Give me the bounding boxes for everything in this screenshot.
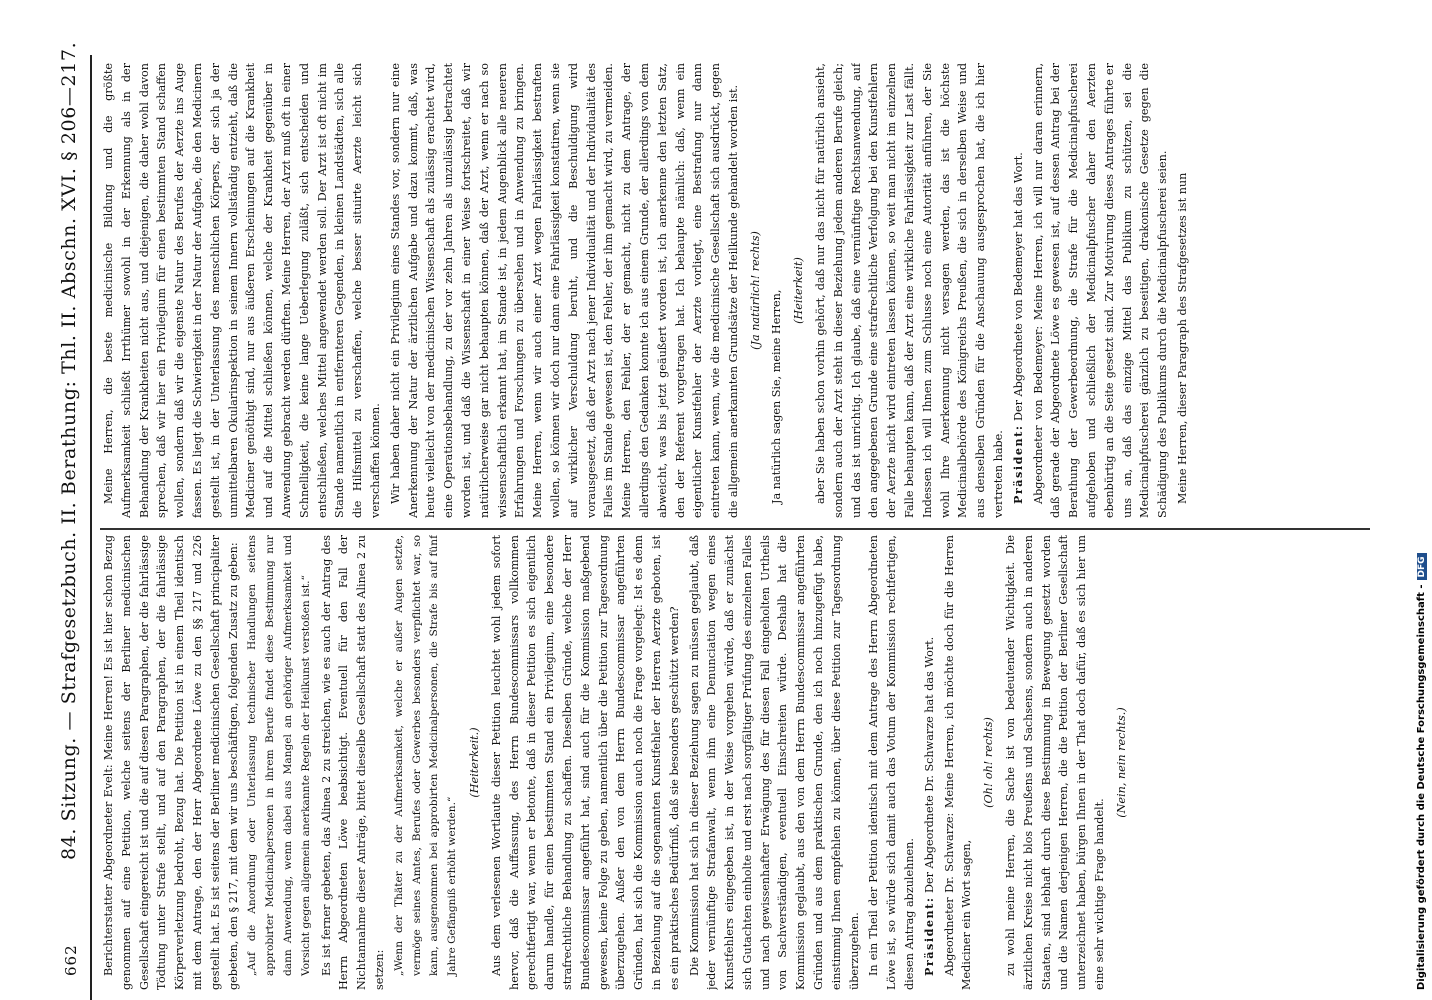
- speaker-paragraph: [921, 535, 939, 990]
- rotated-page: [0, 41, 1400, 1000]
- digitization-credit: [1416, 553, 1427, 990]
- dfg-logo: DFG: [1417, 553, 1427, 580]
- speaker-label: Präsident:: [921, 896, 936, 976]
- column-divider: [100, 528, 1370, 530]
- paragraph: Berichterstatter Abgeordneter Evelt: Meine Herren! Es ist hier schon Bezug genommen auf eine Petition, welche seitens der Berliner medicinischen Gesellschaft eingereicht ist und die auf diesen Paragraphen, der die fahrlässige Tödtung unter Strafe stellt, und auf den Paragraphen, der die fahrlässige Körperverletzung bedroht, Bezug hat. Die Petition ist in einem Theil identisch mit dem Antrage, den der Herr Abgeordnete Löwe zu den §§ 217 und 226 gestellt hat. Es ist seitens der Berliner medicinischen Gesellschaft principaliter gebeten, den § 217, mit dem wir uns beschäftigen, folgenden Zusatz zu geben:: [102, 535, 240, 990]
- interjection: (Heiterkeit.): [467, 727, 481, 798]
- paragraph: Meine Herren, dieser Paragraph des Strafgesetzes ist nun: [1176, 172, 1190, 504]
- paragraph: zu wohl meine Herren, die Sache ist von bedeutender Wichtigkeit. Die ärztlichen Kreise nicht blos Preußens und Sachsens, sondern auch in anderen Staaten, sind lebhaft durch diese Bestimmung in Bewegung gesetzt worden und die Namen derjenigen Herren, die die Petition der Berliner Gesellschaft unterzeichnet haben, bürgen Ihnen in der That doch dafür, daß es sich hier um eine sehr wichtige Frage handelt.: [1004, 535, 1107, 990]
- interjection: (Nein, nein rechts.): [1114, 707, 1128, 818]
- paragraph: Die Kommission hat sich in dieser Beziehung sagen zu müssen geglaubt, daß jeder vernünftige Strafanwalt, wenn ihm eine Denunciation wegen eines Kunstfehlers eingegeben ist, in der Weise vorgehen würde, daß er zunächst sich Gutachten einholte und erst nach sorgfältiger Prüfung des einzelnen Falles und nach gewissenhafter Erwägung des für diesen Fall eingeholten Urtheils von Sachverständigen, eventuell Einschreiten würde. Deshalb hat die Kommission geglaubt, aus den von dem Herrn Bundescommissar angeführten Gründen und aus dem praktischen Grunde, den ich noch hinzugefügt habe, einstimmig Ihnen empfehlen zu können, über diese Petition zur Tagesordnung überzugehen.: [687, 535, 861, 990]
- quoted-text: „Wenn der Thäter zu der Aufmerksamkeit, welche er außer Augen setzte, vermöge seines Amtes, Berufes oder Gewerbes besonders verpflichtet war, so kann, ausgenommen bei approbirten Medicinalpersonen, die Strafe bis auf fünf Jahre Gefängniß erhöht werden.“: [392, 535, 459, 976]
- speaker-paragraph: [1010, 63, 1028, 518]
- right-column: [100, 63, 1400, 518]
- speaker-text: Der Abgeordnete von Bedemeyer hat das Wort.: [1011, 152, 1025, 421]
- page-header: [0, 41, 92, 1000]
- page-number: 662: [62, 944, 80, 976]
- paragraph: In ein Theil der Petition identisch mit dem Antrage des Herrn Abgeordneten Löwe ist, so würde sich damit auch das Votum der Kommission rechtfertigen, diesen Antrag abzulehnen.: [867, 535, 917, 990]
- paragraph: Es ist ferner gebeten, das Alinea 2 zu streichen, wie es auch der Antrag des Herrn Abgeordneten Löwe beabsichtigt. Eventuell für den Fall der Nichtannahme dieser Anträge, bittet dieselbe Gesellschaft statt des Alinea 2 zu setzen:: [319, 535, 386, 990]
- interjection: (Heiterkeit): [792, 257, 806, 324]
- paragraph: Abgeordneter Dr. Schwarze: Meine Herren, ich möchte doch für die Herren Mediciner ein Wort sagen,: [942, 535, 974, 990]
- paragraph: Aus dem verlesenen Wortlaute dieser Petition leuchtet wohl jedem sofort hervor, daß die Auffassung, des Herrn Bundescommissars vollkommen gerechtfertigt war, wenn er betonte, daß in dieser Petition es sich eigentlich darum handle, für einen bestimmten Stand ein Privilegium, eine besondere strafrechtliche Behandlung zu schaffen. Dieselben Gründe, welche der Herr Bundescommissar angeführt hat, sind auch für die Kommission maßgebend gewesen, keine Folge zu geben, namentlich über die Petition zur Tagesordnung überzugehen. Außer den von dem Herrn Bundescommissar angeführten Gründen, hat sich die Kommission auch noch die Frage vorgelegt: Ist es denn in Beziehung auf die sogenannten Kunstfehler der Herren Aerzte geboten, ist es ein praktisches Bedürfniß, daß sie besonders geschützt werden?: [489, 535, 681, 990]
- interjection: (Oh! oh! rechts): [982, 717, 996, 808]
- left-column: [100, 535, 1400, 990]
- running-head: 84. Sitzung. — Strafgesetzbuch. II. Berathung: Thl. II. Abschn. XVI. § 206—217.: [58, 41, 80, 860]
- credit-text: Digitalisierung gefördert durch die Deutsche Forschungsgemeinschaft -: [1416, 584, 1427, 990]
- speaker-label: Präsident:: [1010, 424, 1025, 504]
- paragraph: Ja natürlich sagen Sie, meine Herren,: [770, 289, 784, 504]
- paragraph: Meine Herren, die beste medicinische Bildung und die größte Aufmerksamkeit schließt Irrthümer sowohl in der Erkennung als in der Behandlung der Krankheiten nicht aus, und diejenigen, die daher wohl davon sprechen, daß wir hier ein Privilegium für einen bestimmten Stand schaffen wollen, sondern daß wir die eigenste Natur des Berufes der Aerzte ins Auge fassen. Es liegt die Schwierigkeit in der Natur der Aufgabe, die den Medicinern gestellt ist, in der Unterlassung des menschlichen Körpers, der sich ja der unmittelbaren Okularinspektion in seinem Innern vollständig entzieht, daß die Mediciner genöthigt sind, nur aus äußeren Erscheinungen auf die Krankheit und auf die Mittel schließen können, welche der Krankheit gegenüber in Anwendung gebracht werden dürften. Meine Herren, der Arzt muß oft in einer Schnelligkeit, die keine lange Ueberlegung zuläßt, sich entscheiden und entschließen, welches Mittel angewendet werden soll. Der Arzt ist oft nicht im Stande namentlich in entfernteren Gegenden, in kleinen Landstädten, sich alle die Hilfsmittel zu verschaffen, welche besser situirte Aerzte leicht sich verschaffen können.: [102, 63, 382, 518]
- quoted-text: „Auf die Anordnung oder Unterlassung technischer Handlungen seitens approbirter Medicinalpersonen in ihrem Berufe findet diese Bestimmung nur dann Anwendung, wenn dabei aus Mangel an gehöriger Aufmerksamkeit und Vorsicht gegen allgemein anerkannte Regeln der Heilkunst verstoßen ist.“: [246, 535, 312, 976]
- speaker-text: Der Abgeordnete Dr. Schwarze hat das Wort.: [922, 636, 936, 893]
- interjection: (Ja natürlich! rechts): [748, 231, 762, 350]
- paragraph: Abgeordneter von Bedemeyer: Meine Herren, ich will nur daran erinnern, daß gerade der Abgeordnete Löwe es gewesen ist, auf dessen Antrag bei der Berathung der Gewerbeordnung, die Strafe für die Medicinalpfuscherei aufgehoben und schließlich der Medicinalpfuscher daher den Aerzten ebenbürtig an die Seite gesetzt sind. Zur Motivirung dieses Antrages führte er uns an, daß das einzige Mittel das Publikum zu schützen, sei die Medicinalpfuscherei gänzlich zu beseitigen, drakonische Gesetze gegen die Schädigung des Publikums durch die Medicinalpfuscherei seien.: [1031, 63, 1170, 518]
- paragraph: Wir haben daher nicht ein Privilegium eines Standes vor, sondern nur eine Anerkennung der Natur der ärztlichen Aufgabe und dazu kommt, daß, was heute vielleicht von der medicinischen Wissenschaft als zulässig erachtet wird, eine Operationsbehandlung, zu der vor zehn Jahren als unzulässig betrachtet worden ist, und daß die Wissenschaft in einer Weise fortschreitet, daß wir natürlicherweise gar nicht behaupten können, daß der Arzt, wenn er nach so wissenschaftlich erkannt hat, im Stande ist, in jedem Augenblick alle neueren Erfahrungen und Forschungen zu übersehen und in Anwendung zu bringen. Meine Herren, wenn wir auch einer Arzt wegen Fahrlässigkeit bestraften wollen, so können wir doch nur dann eine Fahrlässigkeit konstatiren, wenn sie auf wirklicher Verschuldung beruht, und die Beschuldigung wird vorausgesetzt, daß der Arzt nach jener Individualität und der Individualität des Falles im Stande gewesen ist, den Fehler, der ihm gemacht wird, zu vermeiden. Meine Herren, den Fehler, der er gemacht, nicht zu dem Antrage, der allerdings den Gedanken konnte ich aus einem Grunde, der allerdings von dem abweicht, was bis jetzt geäußert worden ist, ich anerkenne den letzten Satz, den der Referent vorgetragen hat. Ich behaupte nämlich: daß, wenn ein eigentlicher Kunstfehler der Aerzte vorliegt, eine Bestrafung nur dann eintreten kann, wenn, wie die medicinische Gesellschaft sich ausdrückt, gegen die allgemein anerkannten Grundsätze der Heilkunde gehandelt worden ist.: [388, 63, 740, 518]
- paragraph: aber Sie haben schon vorhin gehört, daß nur das nicht für natürlich ansieht, sondern auch der Arzt steht in dieser Beziehung jedem anderen Berufe gleich; und das ist unrichtig. Ich glaube, daß eine vernünftige Rechtsanwendung, auf den angegebenen Grunde eine strafrechtliche Verfolgung bei den Kunstfehlern der Aerzte nicht wird eintreten lassen können, so weit man nicht im einzelnen Falle behaupten kann, daß der Arzt eine wirkliche Fahrlässigkeit zur Last fällt. Indessen ich will Ihnen zum Schlusse noch eine Autorität anführen, der Sie wohl Ihre Anerkennung nicht versagen werden, das ist die höchste Medicinalbehörde des Königreichs Preußen, die sich in derselben Weise und aus denselben Gründen für die Anschauung ausgesprochen hat, die ich hier vertreten habe.: [814, 63, 1006, 518]
